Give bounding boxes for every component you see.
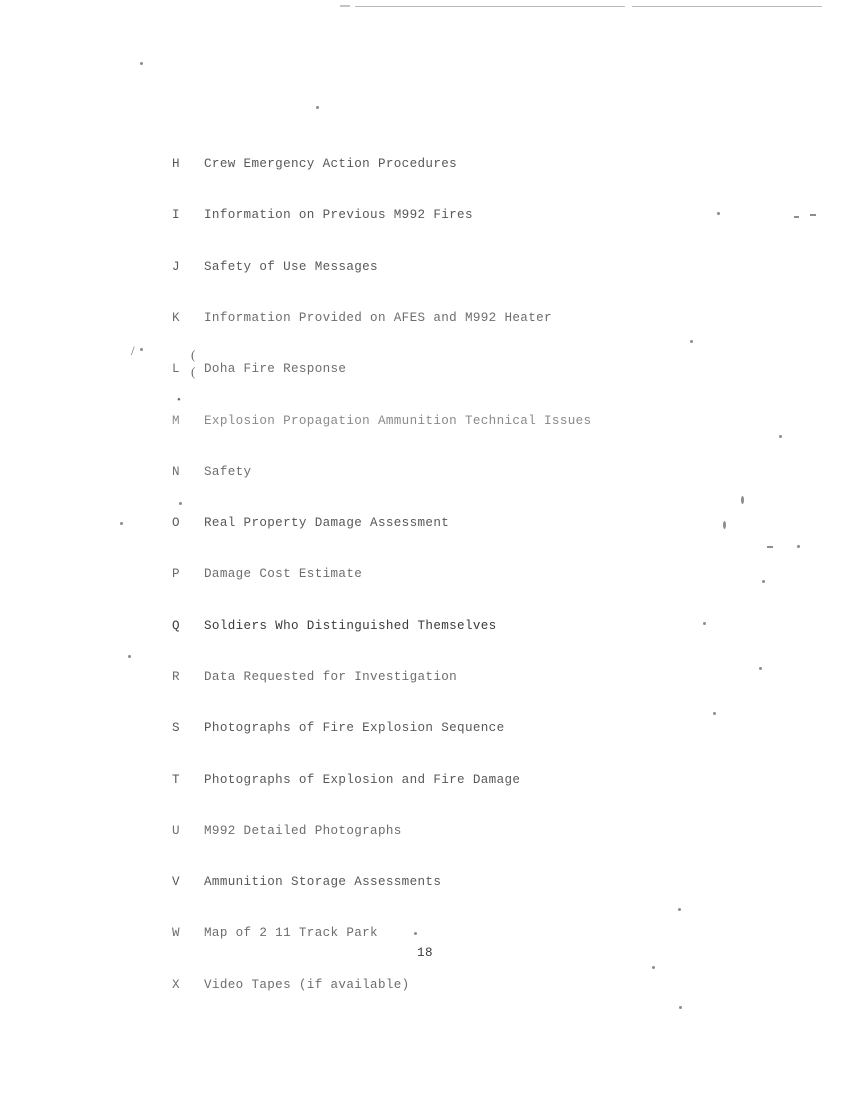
list-item-tag: R	[172, 670, 180, 684]
list-item-label: Map of 2 11 Track Park	[204, 926, 378, 941]
list-item	[172, 207, 591, 224]
list-item-label: Ammunition Storage Assessments	[204, 875, 442, 890]
scan-speck	[717, 212, 720, 215]
list-item-label: Real Property Damage Assessment	[204, 516, 450, 531]
list-item	[172, 156, 591, 173]
list-item-tag: T	[172, 772, 180, 787]
list-item-label: Doha Fire Response	[204, 362, 347, 377]
list-item	[172, 669, 591, 686]
list-item-tag: H	[172, 157, 180, 172]
list-item	[172, 310, 591, 327]
scan-speck	[703, 622, 706, 625]
list-item-label: Soldiers Who Distinguished Themselves	[204, 618, 497, 633]
list-item-label: Information Provided on AFES and M992 Heater	[204, 311, 552, 326]
list-item-tag: Q	[172, 618, 180, 633]
scan-artifact-dash	[340, 5, 350, 7]
scan-speck	[759, 667, 762, 670]
scan-speck	[779, 435, 782, 438]
scan-speck	[794, 216, 799, 218]
list-item-label: Data Requested for Investigation	[204, 670, 458, 684]
list-item-label: Crew Emergency Action Procedures	[204, 157, 458, 172]
list-item-tag: K	[172, 311, 180, 326]
list-item-tag: I	[172, 208, 180, 223]
list-item-tag: V	[172, 875, 180, 890]
list-item-tag: X	[172, 977, 180, 992]
list-item	[172, 823, 591, 840]
list-item	[172, 464, 591, 481]
list-item	[172, 977, 591, 994]
list-item-tag: W	[172, 926, 180, 941]
scan-speck	[414, 932, 417, 935]
scan-speck	[767, 546, 773, 548]
scan-speck	[723, 521, 726, 529]
list-item	[172, 618, 591, 635]
scan-speck	[140, 348, 143, 351]
list-item-tag: S	[172, 721, 180, 736]
list-item	[172, 874, 591, 891]
scan-speck	[797, 545, 800, 548]
scan-speck	[179, 502, 182, 505]
list-item-label: Video Tapes (if available)	[204, 977, 410, 992]
list-item-label: M992 Detailed Photographs	[204, 823, 402, 838]
scan-speck	[120, 522, 123, 525]
list-item-label: Explosion Propagation Ammunition Technical Issues	[204, 413, 592, 428]
list-item	[172, 720, 591, 737]
list-item	[172, 566, 591, 583]
margin-mark: •	[177, 394, 181, 406]
list-item	[172, 925, 591, 942]
margin-mark: (	[191, 364, 196, 379]
list-item-tag: U	[172, 823, 180, 838]
list-item-label: Damage Cost Estimate	[204, 567, 363, 582]
scan-speck	[810, 214, 816, 216]
scan-artifact-rule-right	[632, 6, 822, 7]
list-item-tag: O	[172, 516, 180, 531]
list-item-label: Photographs of Fire Explosion Sequence	[204, 721, 505, 736]
margin-mark: (	[191, 347, 196, 362]
scan-speck	[678, 908, 681, 911]
list-item	[172, 413, 591, 430]
list-item	[172, 361, 591, 378]
list-item-label: Photographs of Explosion and Fire Damage	[204, 772, 521, 787]
list-item	[172, 259, 591, 276]
scan-speck	[741, 496, 744, 504]
list-item-tag: P	[172, 567, 180, 582]
scan-speck	[679, 1006, 682, 1009]
scan-speck	[762, 580, 765, 583]
list-item-tag: J	[172, 259, 180, 274]
list-item-tag: N	[172, 464, 180, 479]
list-item	[172, 772, 591, 789]
scan-speck	[140, 62, 143, 65]
appendix-list	[172, 122, 591, 1011]
page-number: 18	[416, 946, 434, 960]
list-item-label: Safety	[204, 464, 252, 479]
scan-speck	[690, 340, 693, 343]
scan-speck	[713, 712, 716, 715]
scan-speck	[652, 966, 655, 969]
scan-speck	[316, 106, 319, 109]
list-item-label: Information on Previous M992 Fires	[204, 208, 473, 223]
list-item-label: Safety of Use Messages	[204, 259, 378, 274]
list-item-tag: L	[172, 362, 180, 377]
list-item-tag: M	[172, 413, 180, 428]
margin-mark: /	[131, 343, 135, 358]
scan-speck	[128, 655, 131, 658]
scan-artifact-rule-left	[355, 6, 625, 7]
list-item	[172, 515, 591, 532]
